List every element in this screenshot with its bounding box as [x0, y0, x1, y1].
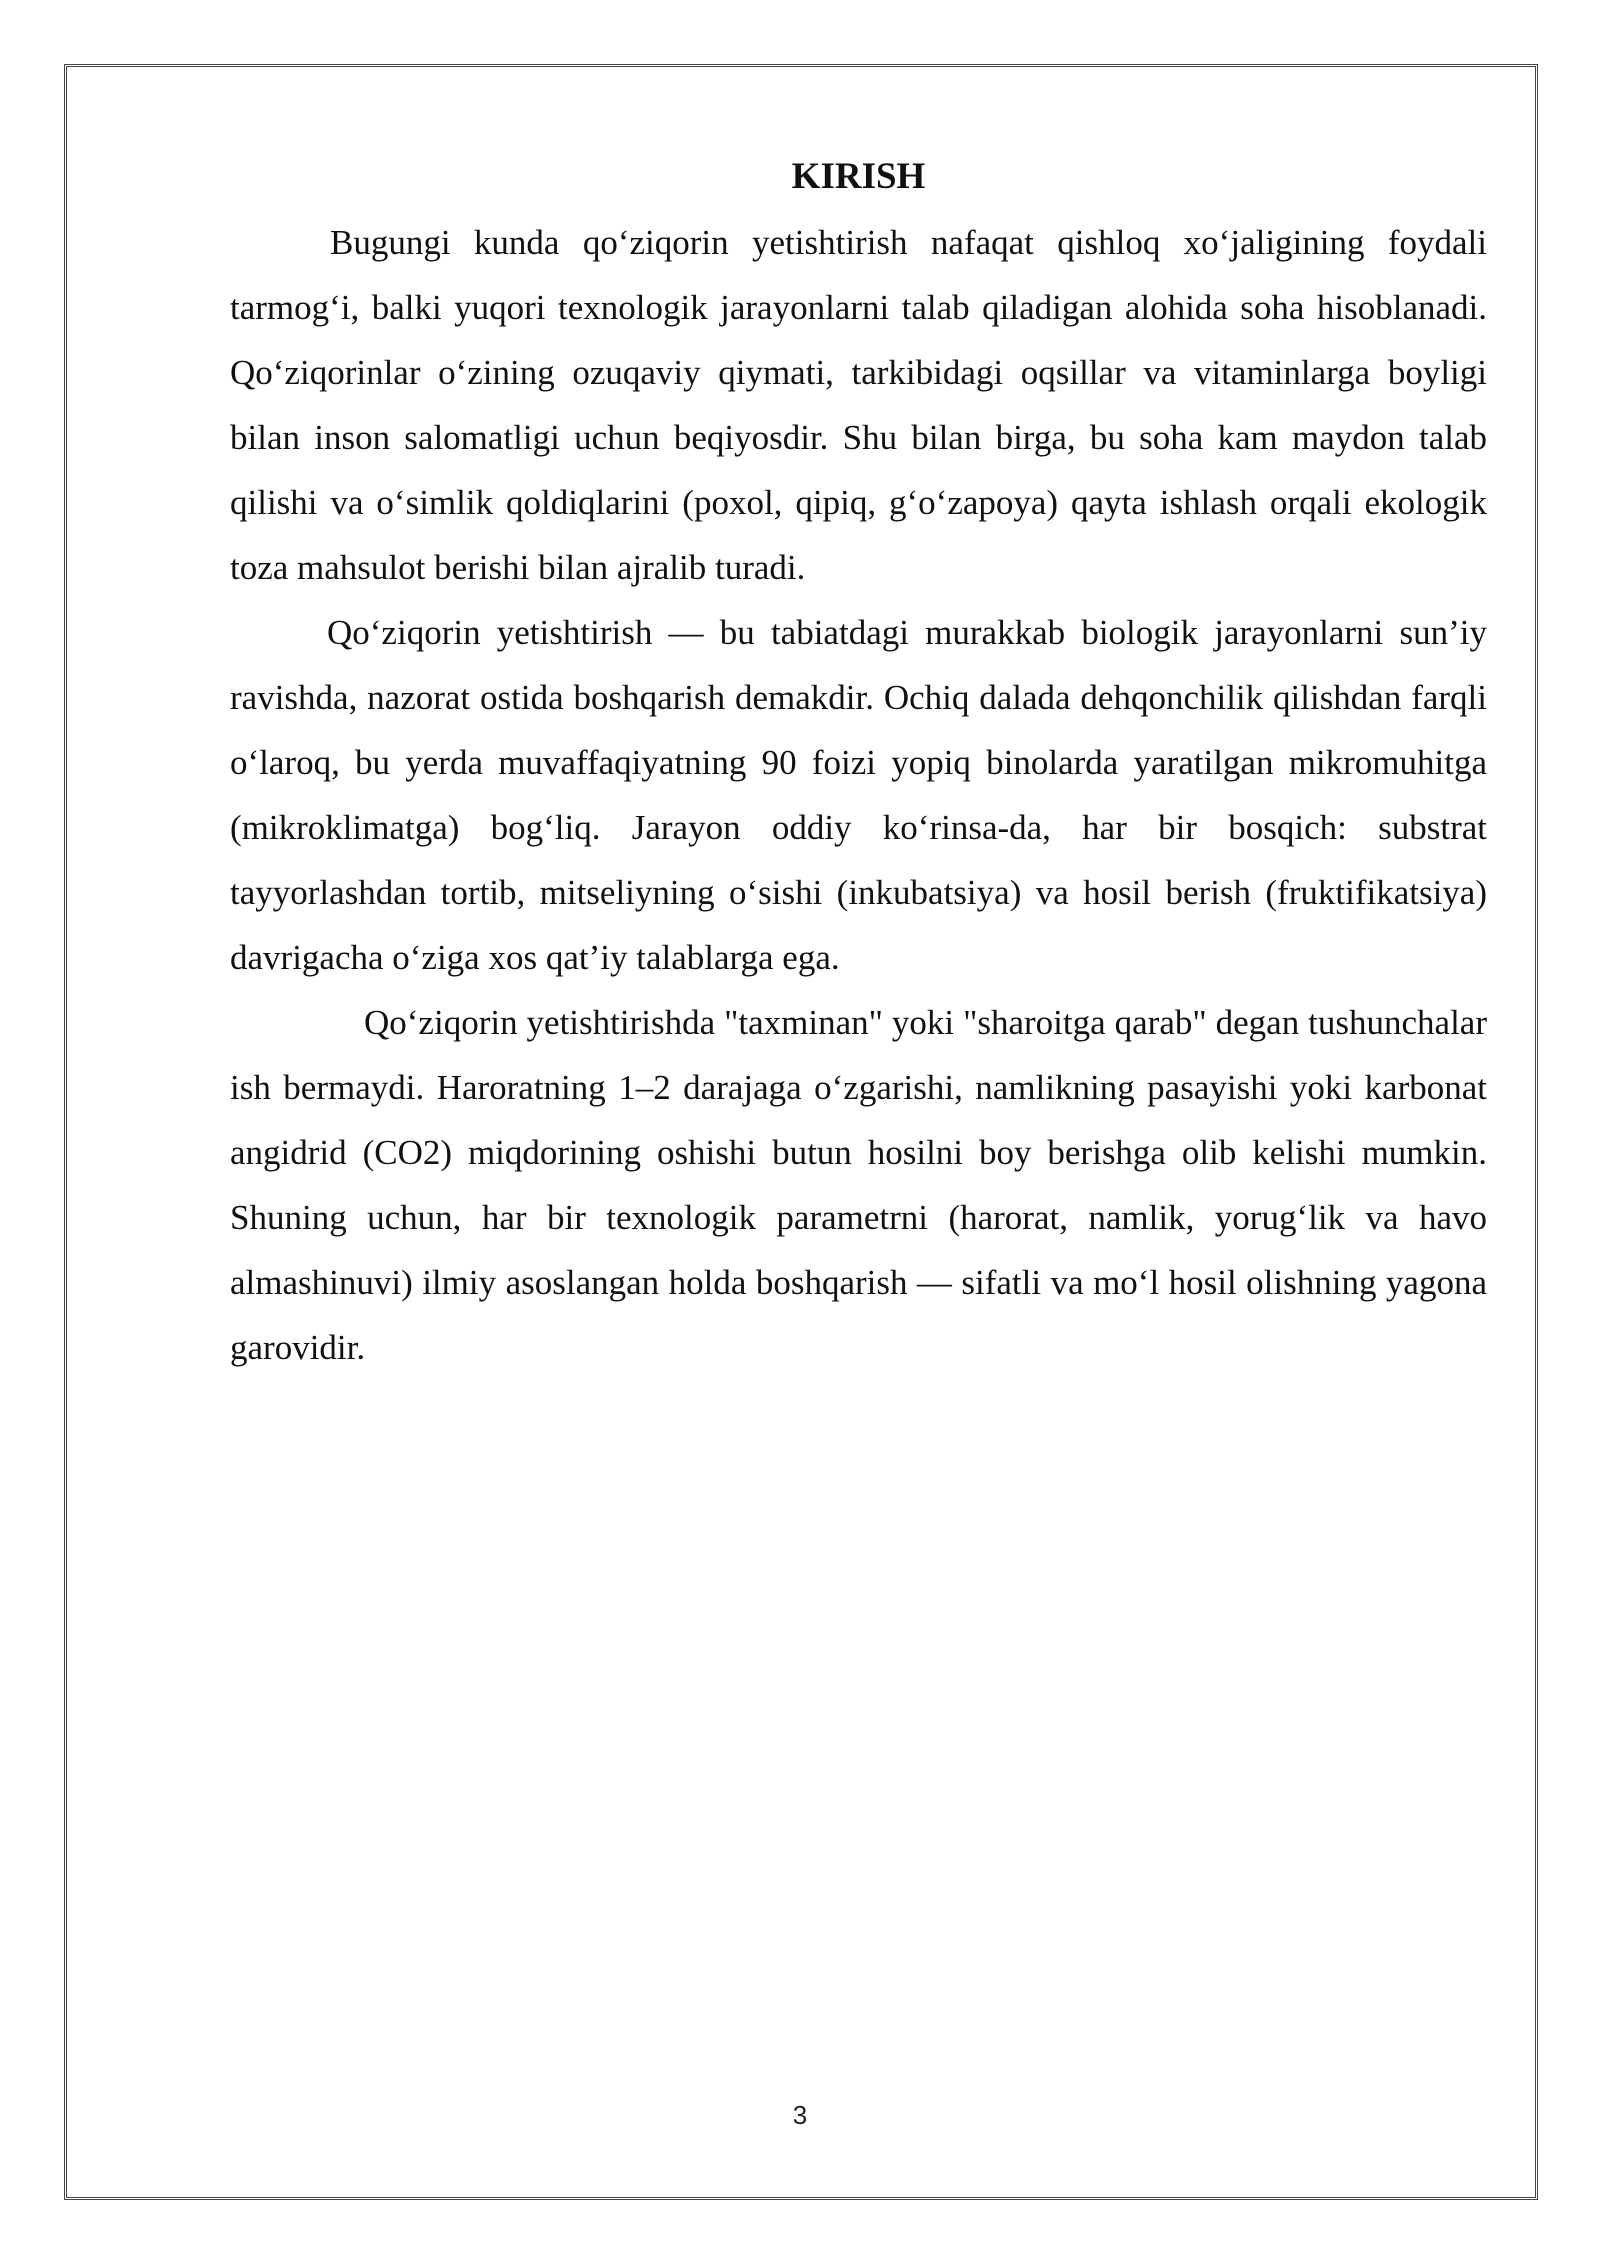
paragraph-1: Bugungi kunda qo‘ziqorin yetishtirish nafaqat qishloq xo‘jaligining foydali tarmog‘i, balki yuqori texnologik jarayonlarni talab qiladigan alohida soha hisoblanadi. Qo‘ziqorinlar o‘zining ozuqaviy qiymati, tarkibidagi oqsillar va vitaminlarga boyligi bilan inson salomatligi uchun beqiyosdir. Shu bilan birga, bu soha kam maydon talab qilishi va o‘simlik qoldiqlarini (poxol, qipiq, g‘o‘zapoya) qayta ishlash orqali ekologik toza mahsulot berishi bilan ajralib turadi.: [230, 223, 1487, 587]
page-content: [230, 148, 1487, 1380]
paragraph-2: Qo‘ziqorin yetishtirish — bu tabiatdagi murakkab biologik jarayonlarni sun’iy ravishda, nazorat ostida boshqarish demakdir. Ochiq dalada dehqonchilik qilishdan farqli o‘laroq, bu yerda muvaffaqiyatning 90 foizi yopiq binolarda yaratilgan mikromuhitga (mikroklimatga) bog‘liq. Jarayon oddiy ko‘rinsa-da, har bir bosqich: substrat tayyorlashdan tortib, mitseliyning o‘sishi (inkubatsiya) va hosil berish (fruktifikatsiya) davrigacha o‘ziga xos qat’iy talablarga ega.: [230, 613, 1487, 977]
section-title: KIRISH: [791, 156, 926, 197]
paragraph-3: Qo‘ziqorin yetishtirishda "taxminan" yoki "sharoitga qarab" degan tushunchalar ish bermaydi. Haroratning 1–2 darajaga o‘zgarishi, namlikning pasayishi yoki karbonat angidrid (CO2) miqdorining oshishi butun hosilni boy berishga olib kelishi mumkin. Shuning uchun, har bir texnologik parametrni (harorat, namlik, yorug‘lik va havo almashinuvi) ilmiy asoslangan holda boshqarish — sifatli va mo‘l hosil olishning yagona garovidir.: [230, 1003, 1487, 1367]
page-number: 3: [792, 2100, 808, 2130]
